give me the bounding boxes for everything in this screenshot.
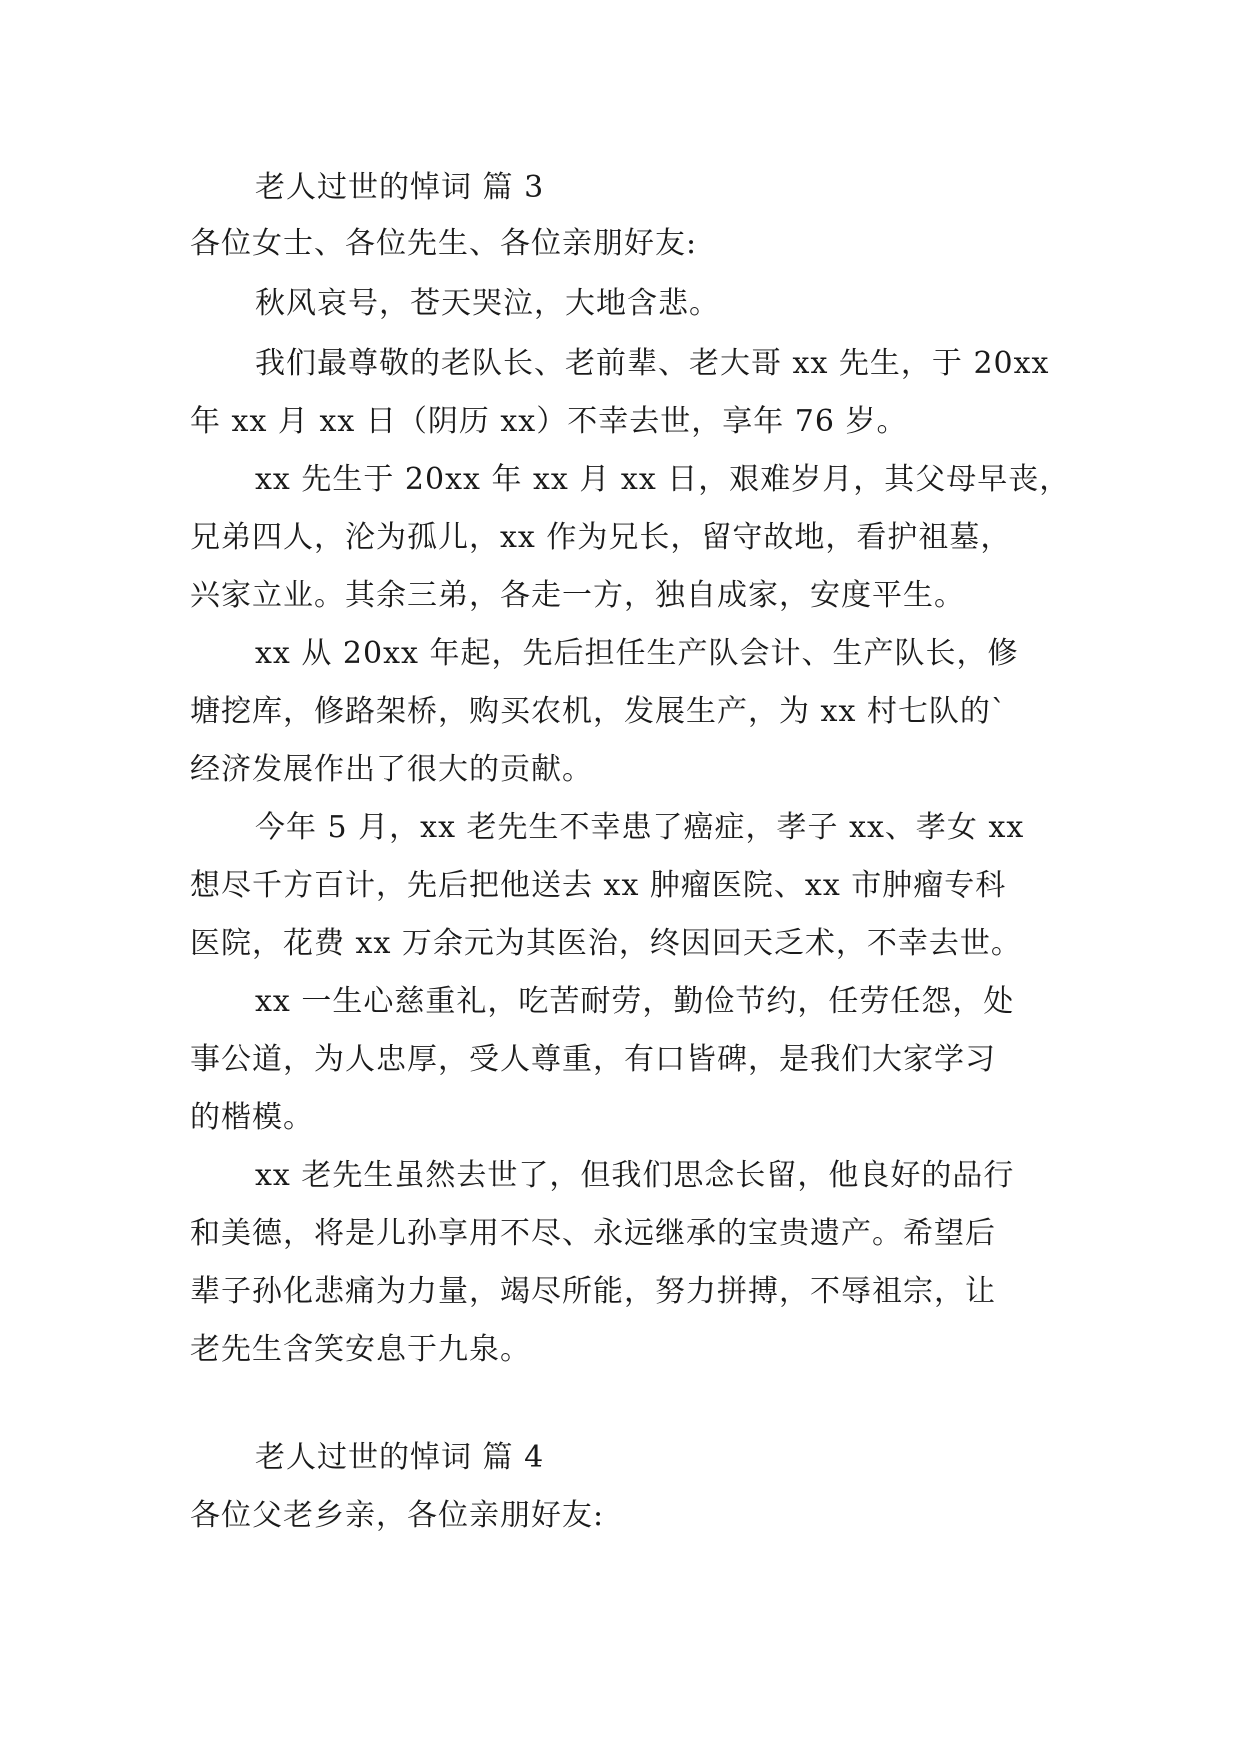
paragraph-line: 想尽千方百计，先后把他送去 xx 肿瘤医院、xx 市肿瘤专科 (190, 868, 1007, 903)
paragraph-line: 医院，花费 xx 万余元为其医治，终因回天乏术，不幸去世。 (190, 926, 1022, 961)
paragraph-line: 秋风哀号，苍天哭泣，大地含悲。 (255, 286, 720, 321)
paragraph-line: 塘挖库，修路架桥，购买农机，发展生产，为 xx 村七队的` (190, 694, 1007, 729)
paragraph-line: 兄弟四人，沦为孤儿，xx 作为兄长，留守故地，看护祖墓， (190, 520, 1012, 555)
section-3-greeting: 各位女士、各位先生、各位亲朋好友: (190, 226, 698, 261)
paragraph-line: xx 先生于 20xx 年 xx 月 xx 日，艰难岁月，其父母早丧， (255, 462, 1071, 497)
paragraph-line: xx 老先生虽然去世了，但我们思念长留，他良好的品行 (255, 1158, 1015, 1193)
paragraph-line: 我们最尊敬的老队长、老前辈、老大哥 xx 先生，于 20xx (255, 346, 1050, 381)
paragraph-line: 老先生含笑安息于九泉。 (190, 1332, 531, 1367)
section-4-title: 老人过世的悼词 篇 4 (255, 1440, 545, 1475)
paragraph-line: 辈子孙化悲痛为力量，竭尽所能，努力拼搏，不辱祖宗，让 (190, 1274, 996, 1309)
paragraph-line: 今年 5 月，xx 老先生不幸患了癌症，孝子 xx、孝女 xx (255, 810, 1025, 845)
paragraph-line: 和美德，将是儿孙享用不尽、永远继承的宝贵遗产。希望后 (190, 1216, 996, 1251)
paragraph-line: xx 一生心慈重礼，吃苦耐劳，勤俭节约，任劳任怨，处 (255, 984, 1015, 1019)
paragraph-line: 事公道，为人忠厚，受人尊重，有口皆碑，是我们大家学习 (190, 1042, 996, 1077)
section-3-title: 老人过世的悼词 篇 3 (255, 170, 545, 205)
paragraph-line: 经济发展作出了很大的贡献。 (190, 752, 593, 787)
paragraph-line: 年 xx 月 xx 日（阴历 xx）不幸去世，享年 76 岁。 (190, 404, 908, 439)
paragraph-line: 兴家立业。其余三弟，各走一方，独自成家，安度平生。 (190, 578, 965, 613)
paragraph-line: 的楷模。 (190, 1100, 314, 1135)
paragraph-line: xx 从 20xx 年起，先后担任生产队会计、生产队长，修 (255, 636, 1019, 671)
section-4-greeting: 各位父老乡亲，各位亲朋好友: (190, 1498, 605, 1533)
